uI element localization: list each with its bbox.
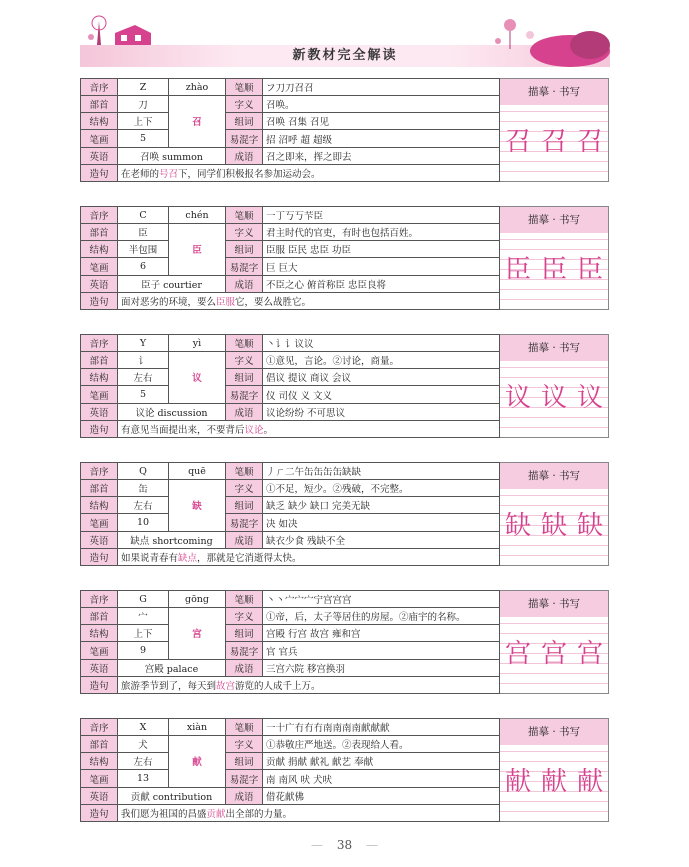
confusable-label: 易混字 [226, 770, 263, 787]
tracing-practice-box [500, 78, 609, 182]
stroke-order-label: 笔顺 [226, 207, 263, 224]
english-label: 英语 [81, 787, 118, 804]
tracing-practice-box [500, 206, 609, 310]
stroke-order-value: 丶讠讠议议 [263, 335, 500, 352]
radical-value: 臣 [118, 224, 169, 241]
idiom-label: 成语 [226, 275, 263, 292]
words-label: 组词 [226, 241, 263, 258]
tracing-practice-box [500, 590, 609, 694]
english-label: 英语 [81, 275, 118, 292]
pinyin: zhào [169, 79, 226, 96]
order-label: 音序 [81, 591, 118, 608]
confusable-value: 巨 巨大 [263, 258, 500, 275]
stroke-order-value: フ刀刀召召 [263, 79, 500, 96]
main-character: 议 [169, 352, 226, 403]
strokes-value: 9 [118, 642, 169, 659]
words-value: 召唤 召集 召见 [263, 113, 500, 130]
practice-character: 召 [576, 126, 603, 157]
pinyin: chén [169, 207, 226, 224]
order-label: 音序 [81, 207, 118, 224]
practice-characters [500, 503, 608, 543]
sentence-suffix: 它，要么战胜它。 [235, 296, 312, 308]
english-value: 召唤 summon [118, 147, 226, 164]
main-character: 缺 [169, 480, 226, 531]
stroke-order-label: 笔顺 [226, 79, 263, 96]
character-info-table [80, 334, 500, 438]
tracing-practice-box [500, 718, 609, 822]
page-header [80, 15, 610, 65]
strokes-label: 笔画 [81, 514, 118, 531]
practice-character: 献 [504, 766, 531, 797]
practice-character: 献 [540, 766, 567, 797]
meaning-label: 字义 [226, 224, 263, 241]
sentence-suffix: ，那就是它消逝得太快。 [197, 552, 302, 564]
main-character: 召 [169, 96, 226, 147]
character-card [80, 78, 608, 182]
sentence-suffix: 游览的人成千上万。 [235, 680, 321, 692]
sentence-label: 造句 [81, 548, 118, 565]
stroke-order-label: 笔顺 [226, 463, 263, 480]
confusable-label: 易混字 [226, 258, 263, 275]
meaning-value: 召唤。 [263, 96, 500, 113]
practice-character: 议 [540, 382, 567, 413]
sentence-label: 造句 [81, 804, 118, 821]
flower-cloud-decoration-icon [490, 15, 610, 67]
words-value: 臣服 臣民 忠臣 功臣 [263, 241, 500, 258]
stroke-order-value: 一丁丂丂芐臣 [263, 207, 500, 224]
sentence-prefix: 面对恶劣的环境，要么 [121, 296, 217, 308]
confusable-value: 仪 司仪 义 文义 [263, 386, 500, 403]
strokes-value: 13 [118, 770, 169, 787]
confusable-label: 易混字 [226, 514, 263, 531]
sentence-label: 造句 [81, 420, 118, 437]
idiom-value: 缺衣少食 残缺不全 [263, 531, 500, 548]
page-title: 新教材完全解读 [292, 48, 398, 63]
practice-character: 臣 [504, 254, 531, 285]
confusable-value: 招 沼呼 超 超级 [263, 130, 500, 147]
english-value: 宫殿 palace [118, 659, 226, 676]
practice-label: 描摹 · 书写 [500, 207, 608, 233]
sentence-highlight: 故宫 [216, 680, 236, 692]
sentence-highlight: 缺点 [178, 552, 198, 564]
confusable-value: 决 如决 [263, 514, 500, 531]
practice-characters [500, 631, 608, 671]
practice-label: 描摹 · 书写 [500, 719, 608, 745]
practice-characters [500, 247, 608, 287]
stroke-order-label: 笔顺 [226, 719, 263, 736]
english-label: 英语 [81, 531, 118, 548]
example-sentence [118, 676, 500, 693]
example-sentence [118, 164, 500, 181]
stroke-order-value: 一十广冇冇冇南南南南献献献 [263, 719, 500, 736]
order-value: Z [118, 79, 169, 96]
words-value: 宫殿 行宫 故宫 雍和宫 [263, 625, 500, 642]
meaning-value: ①帝，后，太子等居住的房屋。②庙宇的名称。 [263, 608, 500, 625]
main-character: 宫 [169, 608, 226, 659]
structure-value: 上下 [118, 113, 169, 130]
meaning-label: 字义 [226, 608, 263, 625]
idiom-label: 成语 [226, 403, 263, 420]
meaning-value: ①恭敬庄严地送。②表现给人看。 [263, 736, 500, 753]
meaning-value: ①不足，短少。②残破，不完整。 [263, 480, 500, 497]
radical-label: 部首 [81, 608, 118, 625]
tracing-practice-box [500, 462, 609, 566]
practice-character: 缺 [504, 510, 531, 541]
structure-label: 结构 [81, 625, 118, 642]
sentence-prefix: 旅游季节到了，每天到 [121, 680, 217, 692]
practice-character: 召 [540, 126, 567, 157]
footer-dash-right: — [365, 838, 378, 852]
radical-value: 缶 [118, 480, 169, 497]
character-info-table [80, 590, 500, 694]
strokes-label: 笔画 [81, 386, 118, 403]
meaning-value: 君主时代的官吏，有时也包括百姓。 [263, 224, 500, 241]
practice-character: 议 [576, 382, 603, 413]
radical-label: 部首 [81, 480, 118, 497]
sentence-suffix: 下，同学们积极报名参加运动会。 [178, 168, 321, 180]
idiom-value: 召之即来，挥之即去 [263, 147, 500, 164]
sentence-suffix: 出全部的力量。 [225, 808, 293, 820]
character-card [80, 462, 608, 566]
order-value: X [118, 719, 169, 736]
structure-label: 结构 [81, 753, 118, 770]
stroke-order-label: 笔顺 [226, 591, 263, 608]
radical-value: 犬 [118, 736, 169, 753]
practice-character: 臣 [540, 254, 567, 285]
sentence-suffix: 。 [263, 424, 274, 436]
strokes-value: 5 [118, 386, 169, 403]
structure-label: 结构 [81, 497, 118, 514]
idiom-label: 成语 [226, 659, 263, 676]
footer-dash-left: — [311, 838, 324, 852]
idiom-value: 三宫六院 移宫换羽 [263, 659, 500, 676]
radical-label: 部首 [81, 352, 118, 369]
sentence-prefix: 在老师的 [121, 168, 160, 180]
practice-character: 宫 [540, 638, 567, 669]
character-info-table [80, 78, 500, 182]
confusable-label: 易混字 [226, 642, 263, 659]
idiom-label: 成语 [226, 787, 263, 804]
words-value: 缺乏 缺少 缺口 完美无缺 [263, 497, 500, 514]
sentence-label: 造句 [81, 676, 118, 693]
order-label: 音序 [81, 335, 118, 352]
strokes-value: 5 [118, 130, 169, 147]
structure-label: 结构 [81, 241, 118, 258]
english-label: 英语 [81, 147, 118, 164]
character-card [80, 590, 608, 694]
sentence-label: 造句 [81, 292, 118, 309]
order-label: 音序 [81, 79, 118, 96]
confusable-label: 易混字 [226, 386, 263, 403]
english-value: 贡献 contribution [118, 787, 226, 804]
words-label: 组词 [226, 113, 263, 130]
stroke-order-label: 笔顺 [226, 335, 263, 352]
pinyin: gōng [169, 591, 226, 608]
sentence-prefix: 我们愿为祖国的昌盛 [121, 808, 207, 820]
stroke-order-value: 丶丶宀宀宀宁宫宫宫 [263, 591, 500, 608]
order-label: 音序 [81, 719, 118, 736]
sentence-prefix: 如果说青春有 [121, 552, 179, 564]
radical-value: 宀 [118, 608, 169, 625]
practice-character: 献 [576, 766, 603, 797]
english-value: 臣子 courtier [118, 275, 226, 292]
words-value: 贡献 捐献 献礼 献艺 奉献 [263, 753, 500, 770]
main-character: 臣 [169, 224, 226, 275]
tracing-practice-box [500, 334, 609, 438]
sentence-label: 造句 [81, 164, 118, 181]
example-sentence [118, 804, 500, 821]
structure-value: 左右 [118, 497, 169, 514]
practice-label: 描摹 · 书写 [500, 335, 608, 361]
sentence-highlight: 议论 [244, 424, 264, 436]
example-sentence [118, 548, 500, 565]
radical-label: 部首 [81, 736, 118, 753]
structure-value: 半包围 [118, 241, 169, 258]
meaning-value: ①意见，言论。②讨论，商量。 [263, 352, 500, 369]
practice-label: 描摹 · 书写 [500, 591, 608, 617]
meaning-label: 字义 [226, 96, 263, 113]
strokes-label: 笔画 [81, 258, 118, 275]
pinyin: xiàn [169, 719, 226, 736]
meaning-label: 字义 [226, 736, 263, 753]
character-card [80, 718, 608, 822]
strokes-label: 笔画 [81, 642, 118, 659]
practice-characters [500, 119, 608, 159]
main-character: 献 [169, 736, 226, 787]
idiom-value: 借花献佛 [263, 787, 500, 804]
idiom-label: 成语 [226, 147, 263, 164]
words-label: 组词 [226, 625, 263, 642]
strokes-label: 笔画 [81, 770, 118, 787]
structure-value: 上下 [118, 625, 169, 642]
confusable-value: 官 官兵 [263, 642, 500, 659]
strokes-value: 10 [118, 514, 169, 531]
confusable-label: 易混字 [226, 130, 263, 147]
practice-character: 缺 [576, 510, 603, 541]
practice-character: 宫 [576, 638, 603, 669]
practice-label: 描摹 · 书写 [500, 463, 608, 489]
strokes-label: 笔画 [81, 130, 118, 147]
order-value: G [118, 591, 169, 608]
example-sentence [118, 420, 500, 437]
practice-characters [500, 759, 608, 799]
example-sentence [118, 292, 500, 309]
stroke-order-value: 丿ㄏ二午缶缶缶缶缺缺 [263, 463, 500, 480]
radical-label: 部首 [81, 224, 118, 241]
meaning-label: 字义 [226, 480, 263, 497]
practice-character: 召 [504, 126, 531, 157]
radical-label: 部首 [81, 96, 118, 113]
practice-character: 议 [504, 382, 531, 413]
strokes-value: 6 [118, 258, 169, 275]
practice-character: 缺 [540, 510, 567, 541]
words-label: 组词 [226, 497, 263, 514]
order-value: Q [118, 463, 169, 480]
pinyin: quē [169, 463, 226, 480]
order-label: 音序 [81, 463, 118, 480]
english-value: 缺点 shortcoming [118, 531, 226, 548]
sentence-highlight: 贡献 [206, 808, 226, 820]
character-card [80, 206, 608, 310]
idiom-value: 不臣之心 俯首称臣 忠臣良将 [263, 275, 500, 292]
structure-value: 左右 [118, 369, 169, 386]
character-card [80, 334, 608, 438]
radical-value: 讠 [118, 352, 169, 369]
practice-label: 描摹 · 书写 [500, 79, 608, 105]
idiom-value: 议论纷纷 不可思议 [263, 403, 500, 420]
sentence-highlight: 臣服 [216, 296, 236, 308]
page-footer [0, 838, 689, 852]
character-info-table [80, 462, 500, 566]
practice-characters [500, 375, 608, 415]
character-info-table [80, 718, 500, 822]
page-number: 38 [336, 838, 353, 852]
meaning-label: 字义 [226, 352, 263, 369]
radical-value: 刀 [118, 96, 169, 113]
sentence-highlight: 号召 [159, 168, 179, 180]
order-value: Y [118, 335, 169, 352]
structure-label: 结构 [81, 113, 118, 130]
sentence-prefix: 有意见当面提出来，不要背后 [121, 424, 245, 436]
practice-character: 宫 [504, 638, 531, 669]
structure-label: 结构 [81, 369, 118, 386]
character-info-table [80, 206, 500, 310]
words-value: 倡议 提议 商议 会议 [263, 369, 500, 386]
english-value: 议论 discussion [118, 403, 226, 420]
idiom-label: 成语 [226, 531, 263, 548]
pinyin: yì [169, 335, 226, 352]
confusable-value: 南 南风 吠 犬吠 [263, 770, 500, 787]
english-label: 英语 [81, 659, 118, 676]
practice-character: 臣 [576, 254, 603, 285]
order-value: C [118, 207, 169, 224]
english-label: 英语 [81, 403, 118, 420]
structure-value: 左右 [118, 753, 169, 770]
words-label: 组词 [226, 753, 263, 770]
words-label: 组词 [226, 369, 263, 386]
